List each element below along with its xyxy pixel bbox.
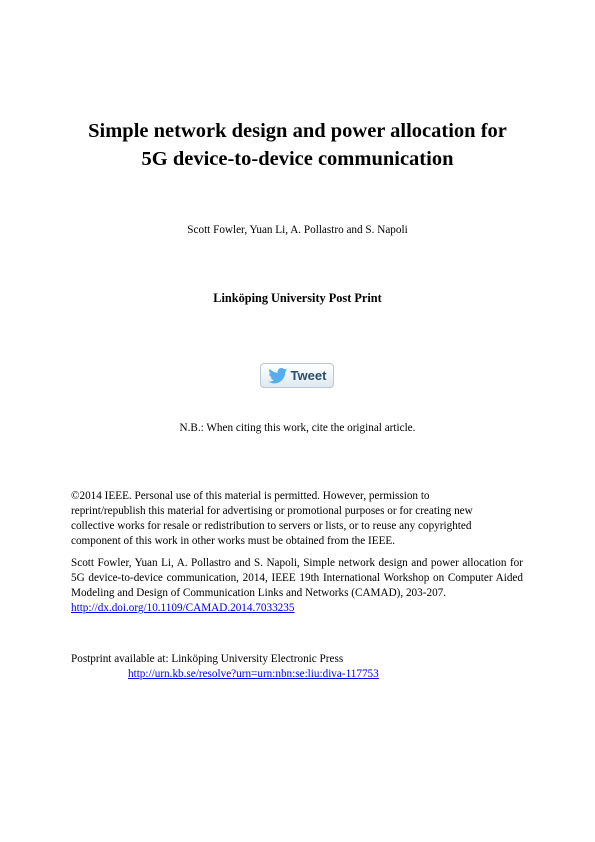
copyright-line: collective works for resale or redistribution to servers or lists, or to reuse any copyrighted	[71, 520, 472, 532]
postprint-availability	[71, 652, 523, 682]
copyright-line: component of this work in other works must be obtained from the IEEE.	[71, 535, 396, 547]
twitter-bird-icon	[268, 368, 288, 384]
citation-text: Scott Fowler, Yuan Li, A. Pollastro and S. Napoli, Simple network design and power allocation for 5G device-to-device communication, 2014, IEEE 19th International Workshop on Computer Aided Modeling and Design of Communication Links and Networks (CAMAD), 203-207.	[71, 557, 523, 599]
post-print-label: Linköping University Post Print	[213, 291, 382, 305]
urn-link[interactable]: http://urn.kb.se/resolve?urn=urn:nbn:se:liu:diva-117753	[128, 668, 379, 680]
copyright-line: reprint/republish this material for advertising or promotional purposes or for creating new	[71, 505, 473, 517]
citation-block	[71, 556, 523, 616]
doi-link[interactable]: http://dx.doi.org/10.1109/CAMAD.2014.7033235	[71, 602, 295, 614]
paper-title	[0, 117, 595, 173]
tweet-button[interactable]	[260, 363, 334, 388]
paper-title-line-2: 5G device-to-device communication	[141, 148, 454, 170]
copyright-notice	[71, 489, 523, 549]
authors: Scott Fowler, Yuan Li, A. Pollastro and S. Napoli	[187, 224, 408, 236]
postprint-text: Postprint available at: Linköping University Electronic Press	[71, 653, 344, 665]
tweet-label: Tweet	[290, 368, 327, 383]
paper-title-line-1: Simple network design and power allocation for	[88, 120, 507, 142]
copyright-line: ©2014 IEEE. Personal use of this material is permitted. However, permission to	[71, 490, 430, 502]
citation-note: N.B.: When citing this work, cite the original article.	[179, 422, 416, 434]
